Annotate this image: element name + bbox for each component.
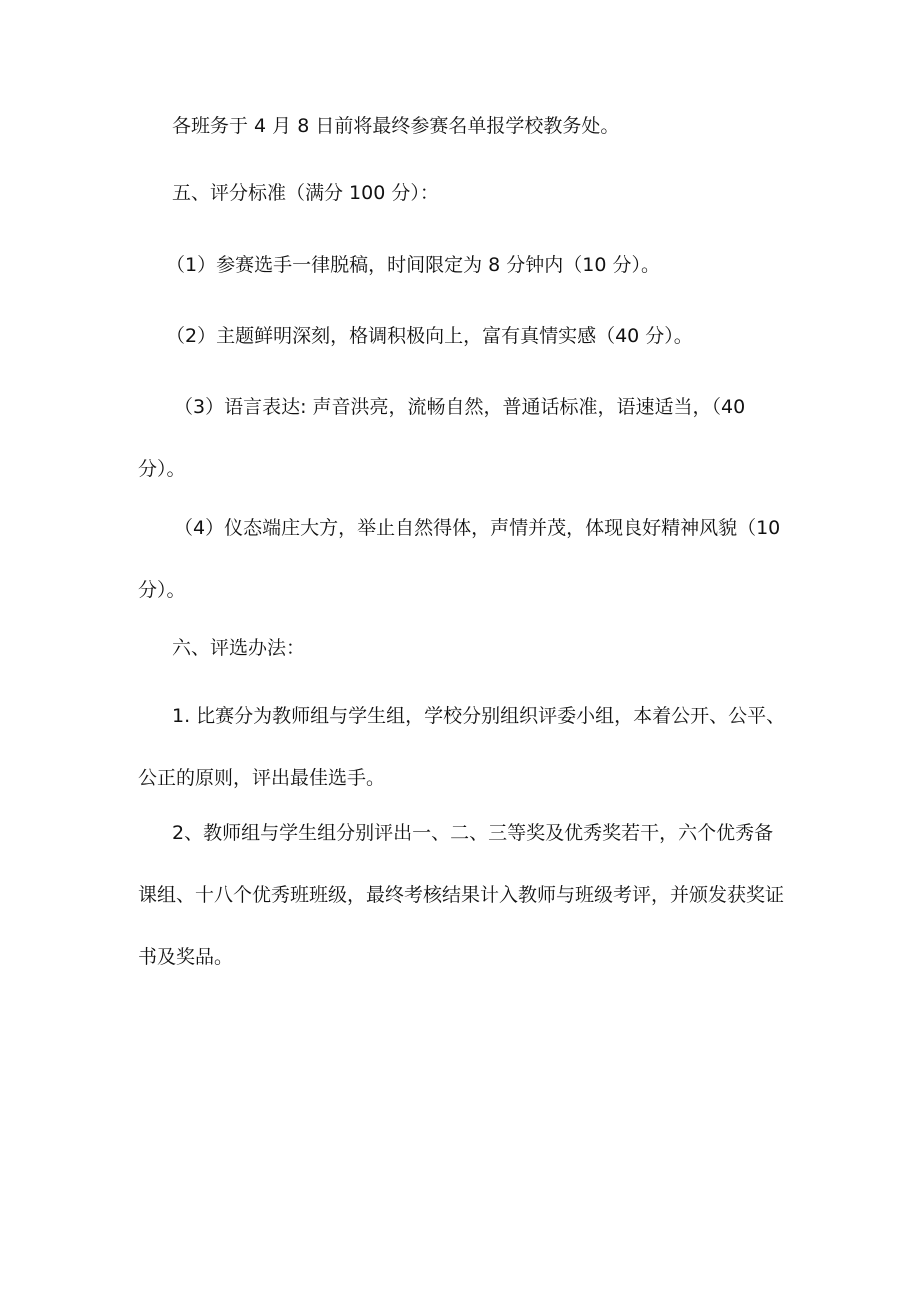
section-heading-scoring: 五、评分标准（满分 100 分）： [172, 182, 439, 204]
paragraph-deadline: 各班务于 4 月 8 日前将最终参赛名单报学校教务处。 [172, 115, 620, 137]
scoring-item-2: （2）主题鲜明深刻，格调积极向上，富有真情实感（40 分）。 [166, 325, 693, 347]
section-heading-selection: 六、评选办法： [172, 637, 306, 659]
scoring-item-1: （1）参赛选手一律脱稿，时间限定为 8 分钟内（10 分）。 [166, 254, 660, 276]
selection-item-1: 1. 比赛分为教师组与学生组，学校分别组织评委小组，本着公开、公平、公正的原则，评出最佳选手。 [138, 705, 786, 789]
scoring-item-4: （4）仪态端庄大方，举止自然得体，声情并茂，体现良好精神风貌（10 分）。 [138, 517, 781, 601]
scoring-item-3: （3）语言表达: 声音洪亮，流畅自然，普通话标准，语速适当，（40 分）。 [138, 396, 746, 480]
selection-item-2: 2、教师组与学生组分别评出一、二、三等奖及优秀奖若干，六个优秀备课组、十八个优秀班班级，最终考核结果计入教师与班级考评，并颁发获奖证书及奖品。 [138, 822, 785, 968]
